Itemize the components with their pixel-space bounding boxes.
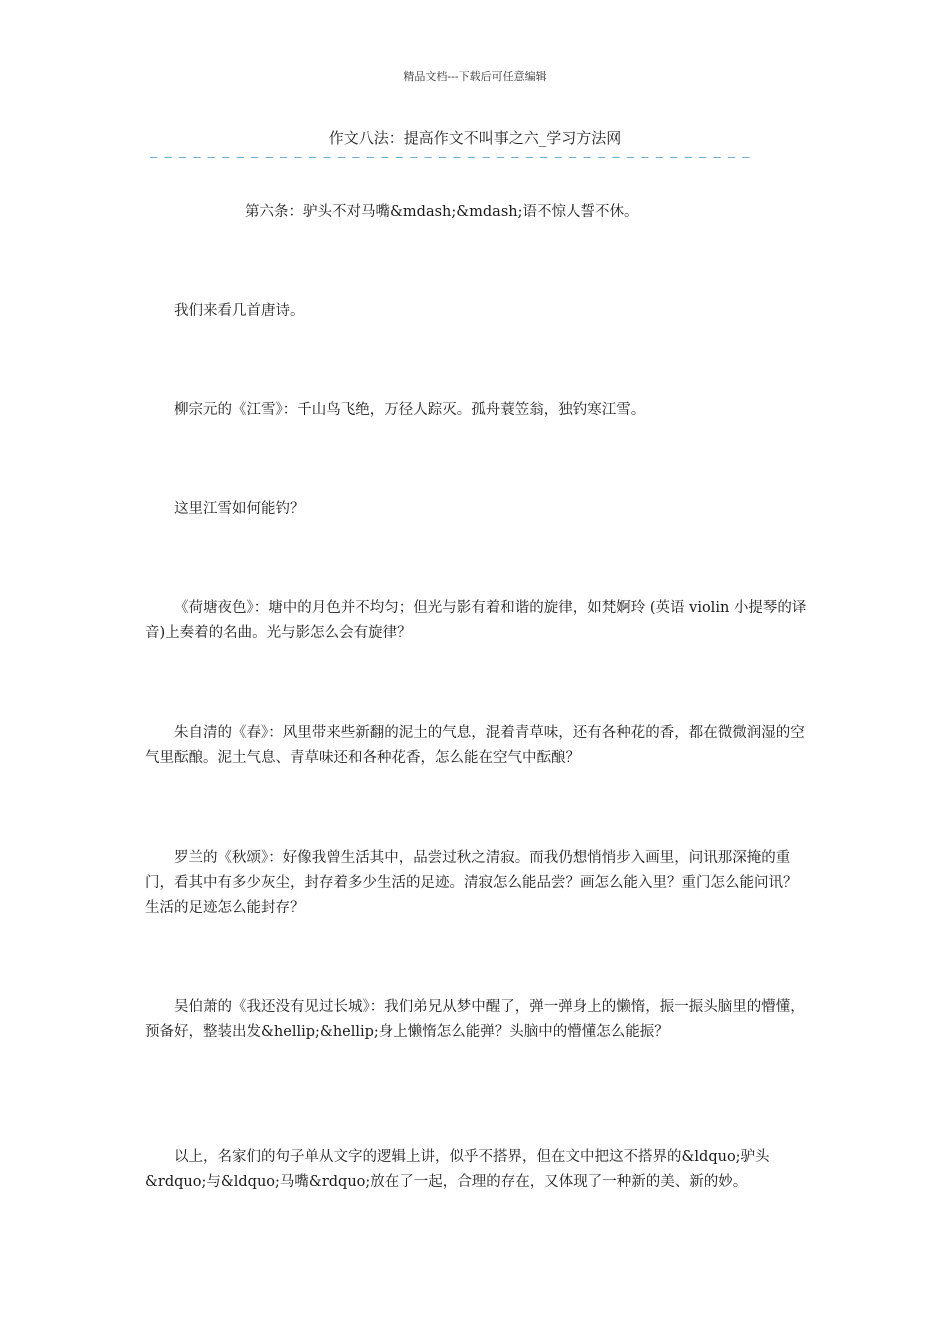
paragraph-qiusong: 罗兰的《秋颂》：好像我曾生活其中，品尝过秋之清寂。而我仍想悄悄步入画里，问讯那深掩的重门，看其中有多少灰尘，封存着多少生活的足迹。清寂怎么能品尝？画怎么能入里？重门怎么能问讯？生活的足迹怎么能封存？ xyxy=(145,850,798,916)
paragraph-jiangxue: 柳宗元的《江雪》：千山鸟飞绝，万径人踪灭。孤舟蓑笠翁，独钓寒江雪。 xyxy=(174,402,646,418)
paragraph-hetang: 《荷塘夜色》：塘中的月色并不均匀；但光与影有着和谐的旋律，如梵婀玲 (英语 violin 小提琴的译音)上奏着的名曲。光与影怎么会有旋律？ xyxy=(145,600,807,641)
paragraph-conclusion: 以上，名家们的句子单从文字的逻辑上讲，似乎不搭界，但在文中把这不搭界的&ldquo;驴头&rdquo;与&ldquo;马嘴&rdquo;放在了一起，合理的存在，又体现了一种新的美、新的妙。 xyxy=(145,1149,770,1190)
paragraph-question: 这里江雪如何能钓？ xyxy=(174,501,305,517)
document-title: 作文八法：提高作文不叫事之六_学习方法网 xyxy=(328,129,622,147)
title-divider: — — — — — — — — — — — — — — — — — — — — — — — — — — — — — — — — — — — — — — — — — — xyxy=(150,150,750,164)
paragraph-changcheng: 吴伯萧的《我还没有见过长城》：我们弟兄从梦中醒了，弹一弹身上的懒惰，振一振头脑里的懵懂，预备好，整装出发&hellip;&hellip;身上懒惰怎么能弹？头脑中的懵懂怎么能振？ xyxy=(145,999,805,1040)
paragraph-chun: 朱自清的《春》：风里带来些新翻的泥土的气息，混着青草味，还有各种花的香，都在微微润湿的空气里酝酿。泥土气息、青草味还和各种花香，怎么能在空气中酝酿？ xyxy=(145,725,805,766)
header-note: 精品文档---下载后可任意编辑 xyxy=(403,70,547,83)
paragraph-intro: 我们来看几首唐诗。 xyxy=(174,303,305,319)
paragraph-rule-six: 第六条：驴头不对马嘴&mdash;&mdash;语不惊人誓不休。 xyxy=(245,204,639,220)
